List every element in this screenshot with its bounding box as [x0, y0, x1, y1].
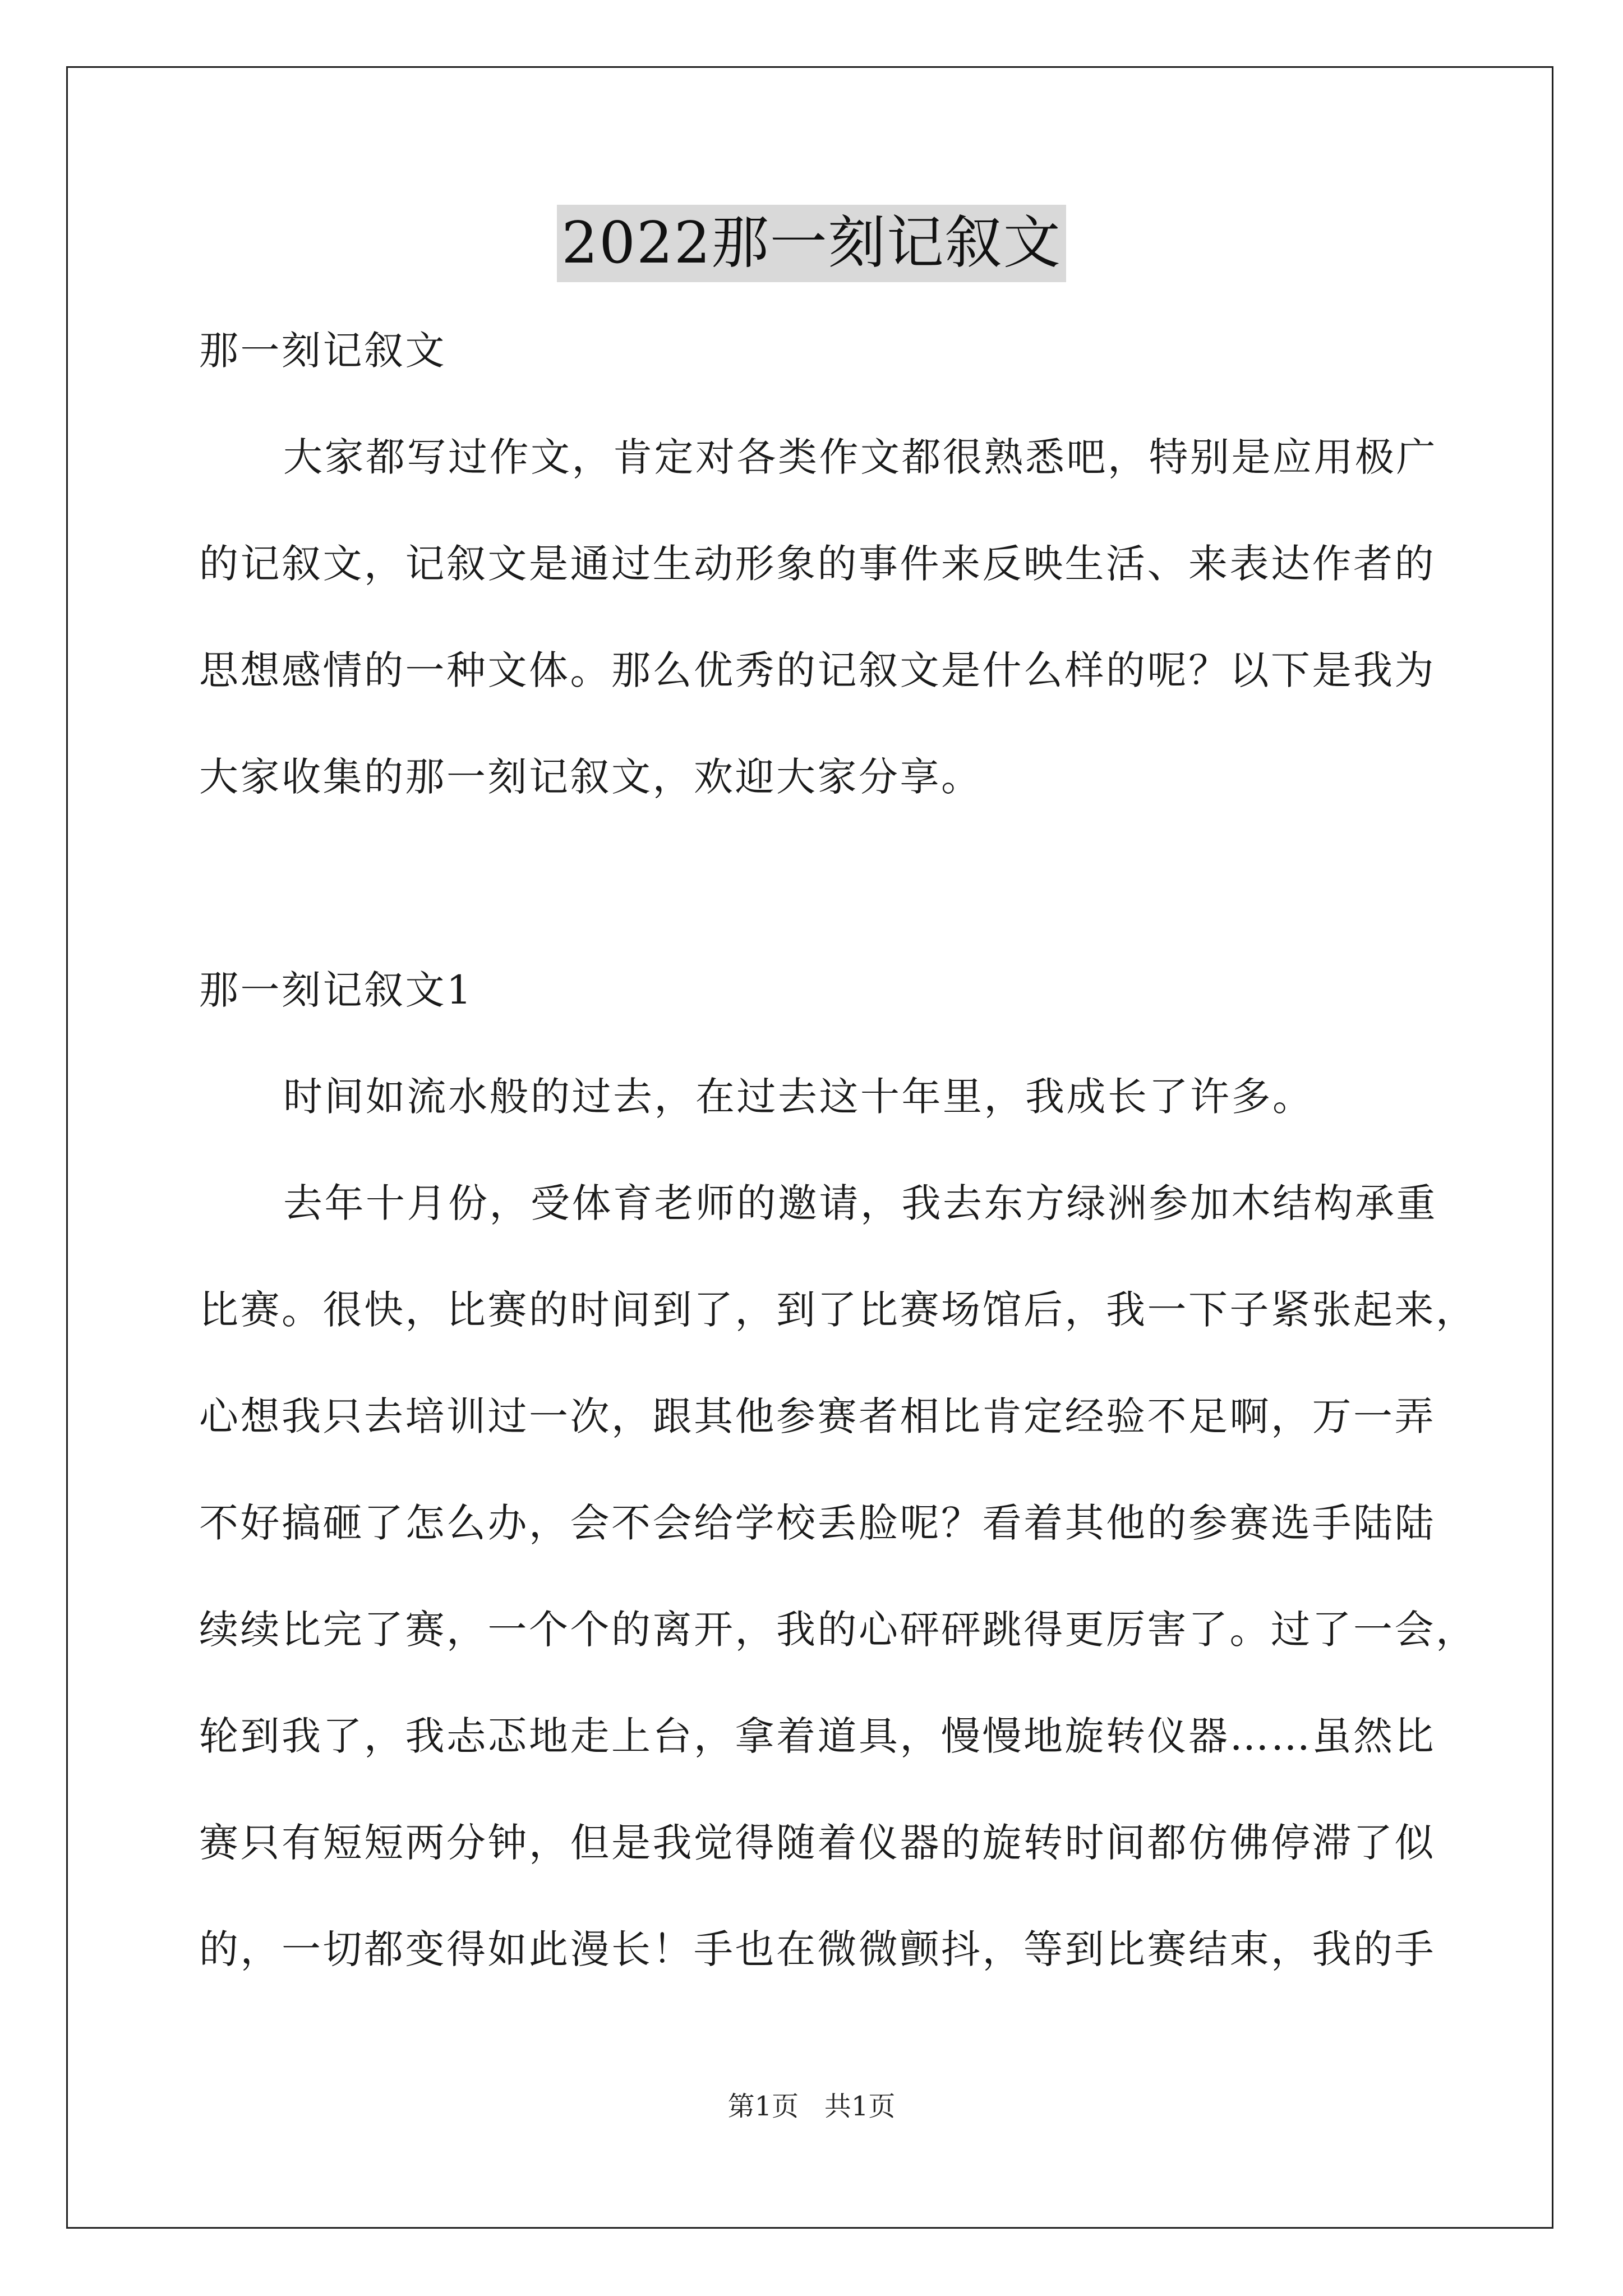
paragraph-line: 赛只有短短两分钟，但是我觉得随着仪器的旋转时间都仿佛停滞了似: [199, 1820, 1436, 1866]
intro-line: 思想感情的一种文体。那么优秀的记叙文是什么样的呢？以下是我为: [199, 647, 1436, 693]
paragraph-line: 续续比完了赛，一个个的离开，我的心砰砰跳得更厉害了。过了一会，: [199, 1607, 1477, 1653]
title-area: [0, 205, 1623, 282]
intro-line: 大家都写过作文，肯定对各类作文都很熟悉吧，特别是应用极广: [283, 434, 1437, 480]
intro-line: 大家收集的那一刻记叙文，欢迎大家分享。: [199, 754, 983, 800]
paragraph-line: 比赛。很快，比赛的时间到了，到了比赛场馆后，我一下子紧张起来，: [199, 1287, 1477, 1333]
section-heading: 那一刻记叙文1: [199, 967, 474, 1013]
paragraph-line: 去年十月份，受体育老师的邀请，我去东方绿洲参加木结构承重: [283, 1180, 1437, 1226]
section-gap: [199, 830, 1424, 937]
paragraph-line: 不好搞砸了怎么办，会不会给学校丢脸呢？看着其他的参赛选手陆陆: [199, 1500, 1436, 1546]
paragraph-line: 心想我只去培训过一次，跟其他参赛者相比肯定经验不足啊，万一弄: [199, 1393, 1436, 1439]
intro-heading: 那一刻记叙文: [199, 328, 446, 374]
paragraph-line: 轮到我了，我忐忑地走上台，拿着道具，慢慢地旋转仪器……虽然比: [199, 1713, 1436, 1759]
paragraph-line: 的，一切都变得如此漫长！手也在微微颤抖，等到比赛结束，我的手: [199, 1926, 1436, 1972]
document-body: [199, 297, 1477, 2003]
intro-line: 的记叙文，记叙文是通过生动形象的事件来反映生活、来表达作者的: [199, 541, 1436, 587]
document-title: 2022那一刻记叙文: [557, 205, 1066, 282]
paragraph-line: 时间如流水般的过去，在过去这十年里，我成长了许多。: [283, 1074, 1314, 1120]
page-footer: 第1页 共1页: [727, 2091, 896, 2122]
